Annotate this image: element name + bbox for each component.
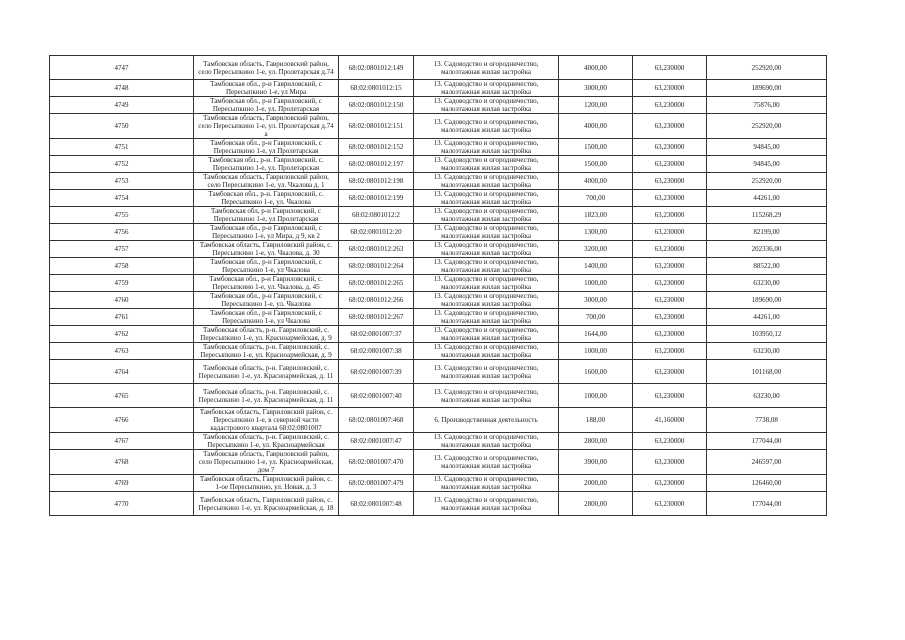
area-cell: 700,00 bbox=[559, 190, 633, 207]
cadastral-number-cell: 68:02:0801012:197 bbox=[339, 156, 414, 173]
rate-cell: 63,230000 bbox=[633, 384, 707, 408]
cadastral-value-cell: 63230,00 bbox=[707, 275, 827, 292]
table-row bbox=[50, 292, 827, 309]
row-number: 4768 bbox=[50, 450, 194, 475]
area-cell: 2800,00 bbox=[559, 433, 633, 450]
land-use-cell: 13. Садоводство и огородничество, малоэтажная жилая застройка bbox=[414, 97, 559, 114]
area-cell: 1500,00 bbox=[559, 156, 633, 173]
land-use-cell: 13. Садоводство и огородничество, малоэтажная жилая застройка bbox=[414, 492, 559, 516]
area-cell: 1000,00 bbox=[559, 343, 633, 360]
address-cell: Тамбовская обл, р-н Гавриловский, с Пересыпкино 1-е, ул Пролетарская bbox=[194, 207, 339, 224]
address-cell: Тамбовская обл., р-н Гавриловский, с Пересыпкино 1-е, ул. Пролетарская bbox=[194, 97, 339, 114]
table-row bbox=[50, 139, 827, 156]
row-number: 4763 bbox=[50, 343, 194, 360]
address-cell: Тамбовская обл., р-н Гавриловский, с Пересыпкино 1-е, ул Мира bbox=[194, 80, 339, 97]
address-cell: Тамбовская обл., р-н Гавриловский, с Пересыпкино 1-е, ул Пролетарская bbox=[194, 139, 339, 156]
table-row bbox=[50, 97, 827, 114]
area-cell: 3200,00 bbox=[559, 241, 633, 258]
cadastral-value-cell: 115268,29 bbox=[707, 207, 827, 224]
table-row bbox=[50, 241, 827, 258]
cadastral-value-cell: 94845,00 bbox=[707, 139, 827, 156]
cadastral-value-cell: 177044,00 bbox=[707, 433, 827, 450]
row-number: 4758 bbox=[50, 258, 194, 275]
address-cell: Тамбовская область, р-н. Гавриловский, с. Пересыпкино 1-е, ул. Красноармейская, д. 11 bbox=[194, 384, 339, 408]
area-cell: 188,00 bbox=[559, 408, 633, 433]
row-number: 4765 bbox=[50, 384, 194, 408]
table-row bbox=[50, 433, 827, 450]
land-use-cell: 13. Садоводство и огородничество, малоэтажная жилая застройка bbox=[414, 258, 559, 275]
area-cell: 1823,00 bbox=[559, 207, 633, 224]
area-cell: 3000,00 bbox=[559, 80, 633, 97]
cadastral-number-cell: 68:02:0801012:265 bbox=[339, 275, 414, 292]
row-number: 4747 bbox=[50, 56, 194, 80]
cadastral-value-cell: 252920,00 bbox=[707, 56, 827, 80]
land-use-cell: 13. Садоводство и огородничество, малоэтажная жилая застройка bbox=[414, 343, 559, 360]
cadastral-value-cell: 94845,00 bbox=[707, 156, 827, 173]
rate-cell: 63,230000 bbox=[633, 224, 707, 241]
land-use-cell: 13. Садоводство и огородничество, малоэтажная жилая застройка bbox=[414, 384, 559, 408]
cadastral-number-cell: 68:02:0801012:267 bbox=[339, 309, 414, 326]
address-cell: Тамбовская обл., р-н. Гавриловский, с. Пересыпкино 1-е, ул. Пролетарская bbox=[194, 156, 339, 173]
address-cell: Тамбовская область, Гавриловский район, село Пересыпкино 1-е, ул. Пролетарская д.74 bbox=[194, 56, 339, 80]
land-use-cell: 13. Садоводство и огородничество, малоэтажная жилая застройка bbox=[414, 139, 559, 156]
area-cell: 1000,00 bbox=[559, 275, 633, 292]
table-row bbox=[50, 190, 827, 207]
cadastral-number-cell: 68:02:0801007:40 bbox=[339, 384, 414, 408]
cadastral-value-cell: 63230,00 bbox=[707, 384, 827, 408]
address-cell: Тамбовская область, Гавриловский район, село Пересыпкино 1-е, ул. Пролетарская д.74 а bbox=[194, 114, 339, 139]
address-cell: Тамбовская область, р-н. Гавриловский, с. Пересыпкино 1-е, ул. Красноармейская, д. 9 bbox=[194, 343, 339, 360]
table-row bbox=[50, 384, 827, 408]
cadastral-number-cell: 68:02:0801012:264 bbox=[339, 258, 414, 275]
area-cell: 3000,00 bbox=[559, 292, 633, 309]
land-use-cell: 13. Садоводство и огородничество, малоэтажная жилая застройка bbox=[414, 309, 559, 326]
cadastral-value-cell: 44261,00 bbox=[707, 190, 827, 207]
row-number: 4752 bbox=[50, 156, 194, 173]
cadastral-number-cell: 68:02:0801007:39 bbox=[339, 360, 414, 384]
table-row bbox=[50, 475, 827, 492]
cadastral-number-cell: 68:02:0801012:20 bbox=[339, 224, 414, 241]
rate-cell: 63,230000 bbox=[633, 241, 707, 258]
cadastral-value-cell: 88522,00 bbox=[707, 258, 827, 275]
land-use-cell: 13. Садоводство и огородничество, малоэтажная жилая застройка bbox=[414, 224, 559, 241]
land-use-cell: 13. Садоводство и огородничество, малоэтажная жилая застройка bbox=[414, 241, 559, 258]
cadastral-number-cell: 68:02:0801012:152 bbox=[339, 139, 414, 156]
rate-cell: 63,230000 bbox=[633, 433, 707, 450]
row-number: 4751 bbox=[50, 139, 194, 156]
cadastral-number-cell: 68:02:0801012:2 bbox=[339, 207, 414, 224]
cadastral-value-cell: 202336,00 bbox=[707, 241, 827, 258]
land-use-cell: 13. Садоводство и огородничество, малоэтажная жилая застройка bbox=[414, 275, 559, 292]
row-number: 4770 bbox=[50, 492, 194, 516]
row-number: 4760 bbox=[50, 292, 194, 309]
rate-cell: 41,160000 bbox=[633, 408, 707, 433]
cadastral-value-cell: 101168,00 bbox=[707, 360, 827, 384]
table-row bbox=[50, 114, 827, 139]
table-row bbox=[50, 408, 827, 433]
row-number: 4756 bbox=[50, 224, 194, 241]
land-use-cell: 13. Садоводство и огородничество, малоэтажная жилая застройка bbox=[414, 114, 559, 139]
address-cell: Тамбовская обл., р-н Гавриловский, с Пересыпкино 1-е, ул Мира, д 9, кв 2 bbox=[194, 224, 339, 241]
table-row bbox=[50, 224, 827, 241]
rate-cell: 63,230000 bbox=[633, 258, 707, 275]
row-number: 4757 bbox=[50, 241, 194, 258]
cadastral-number-cell: 68:02:0801012:266 bbox=[339, 292, 414, 309]
area-cell: 4000,00 bbox=[559, 114, 633, 139]
area-cell: 3900,00 bbox=[559, 450, 633, 475]
rate-cell: 63,230000 bbox=[633, 56, 707, 80]
table-row bbox=[50, 343, 827, 360]
address-cell: Тамбовская обл., р-н. Гавриловский, с. Пересыпкино 1-е, ул. Чкалова bbox=[194, 190, 339, 207]
table-row bbox=[50, 173, 827, 190]
address-cell: Тамбовская область, Гавриловский район, с. Пересыпкино 1-е, в северной части кадастрового квартала 68:02:0801007 bbox=[194, 408, 339, 433]
rate-cell: 63,230000 bbox=[633, 173, 707, 190]
cadastral-value-cell: 252920,00 bbox=[707, 114, 827, 139]
cadastral-number-cell: 68:02:0801012:198 bbox=[339, 173, 414, 190]
row-number: 4761 bbox=[50, 309, 194, 326]
area-cell: 1200,00 bbox=[559, 97, 633, 114]
cadastral-value-cell: 7738,08 bbox=[707, 408, 827, 433]
cadastral-number-cell: 68:02:0801012:263 bbox=[339, 241, 414, 258]
address-cell: Тамбовская обл., р-н Гавриловский, с Пересыпкино 1-е, ул. Чкалова bbox=[194, 292, 339, 309]
land-use-cell: 13. Садоводство и огородничество, малоэтажная жилая застройка bbox=[414, 173, 559, 190]
cadastral-value-cell: 189690,00 bbox=[707, 292, 827, 309]
cadastral-number-cell: 68:02:0801007:468 bbox=[339, 408, 414, 433]
rate-cell: 63,230000 bbox=[633, 139, 707, 156]
address-cell: Тамбовская обл., р-н Гавриловский, с Пересыпкино 1-е, ул Чкалова bbox=[194, 258, 339, 275]
cadastral-number-cell: 68:02:0801007:37 bbox=[339, 326, 414, 343]
row-number: 4749 bbox=[50, 97, 194, 114]
rate-cell: 63,230000 bbox=[633, 190, 707, 207]
row-number: 4748 bbox=[50, 80, 194, 97]
area-cell: 1600,00 bbox=[559, 360, 633, 384]
cadastral-value-cell: 44261,00 bbox=[707, 309, 827, 326]
area-cell: 1500,00 bbox=[559, 139, 633, 156]
land-use-cell: 6. Производственная деятельность bbox=[414, 408, 559, 433]
table-row bbox=[50, 360, 827, 384]
rate-cell: 63,230000 bbox=[633, 207, 707, 224]
table-row bbox=[50, 450, 827, 475]
area-cell: 700,00 bbox=[559, 309, 633, 326]
row-number: 4754 bbox=[50, 190, 194, 207]
cadastral-number-cell: 68:02:0801007:470 bbox=[339, 450, 414, 475]
table-row bbox=[50, 207, 827, 224]
rate-cell: 63,230000 bbox=[633, 97, 707, 114]
area-cell: 2800,00 bbox=[559, 492, 633, 516]
cadastral-number-cell: 68:02:0801012:15 bbox=[339, 80, 414, 97]
cadastral-value-cell: 252920,00 bbox=[707, 173, 827, 190]
table-row bbox=[50, 492, 827, 516]
row-number: 4753 bbox=[50, 173, 194, 190]
rate-cell: 63,230000 bbox=[633, 326, 707, 343]
rate-cell: 63,230000 bbox=[633, 309, 707, 326]
rate-cell: 63,230000 bbox=[633, 343, 707, 360]
land-use-cell: 13. Садоводство и огородничество, малоэтажная жилая застройка bbox=[414, 156, 559, 173]
table-row bbox=[50, 275, 827, 292]
cadastral-number-cell: 68:02:0801007:479 bbox=[339, 475, 414, 492]
cadastral-number-cell: 68:02:0801012:149 bbox=[339, 56, 414, 80]
cadastral-value-cell: 63230,00 bbox=[707, 343, 827, 360]
address-cell: Тамбовская область, р-н. Гавриловский, с. Пересыпкино 1-е, ул. Красноармейская, д. 11 bbox=[194, 360, 339, 384]
address-cell: Тамбовская область, р-н. Гавриловский, с. Пересыпкино 1-е, ул. Красноармейская bbox=[194, 433, 339, 450]
cadastral-value-cell: 82199,00 bbox=[707, 224, 827, 241]
cadastral-value-cell: 103950,12 bbox=[707, 326, 827, 343]
rate-cell: 63,230000 bbox=[633, 292, 707, 309]
address-cell: Тамбовская область, Гавриловский район, село Пересыпкино 1-е, ул. Чкалова д. 1 bbox=[194, 173, 339, 190]
cadastral-number-cell: 68:02:0801007:47 bbox=[339, 433, 414, 450]
cadastral-table bbox=[49, 55, 827, 516]
land-use-cell: 13. Садоводство и огородничество, малоэтажная жилая застройка bbox=[414, 207, 559, 224]
table-row bbox=[50, 56, 827, 80]
area-cell: 4000,00 bbox=[559, 56, 633, 80]
area-cell: 1000,00 bbox=[559, 384, 633, 408]
rate-cell: 63,230000 bbox=[633, 275, 707, 292]
cadastral-number-cell: 68:02:0801007:38 bbox=[339, 343, 414, 360]
area-cell: 4000,00 bbox=[559, 173, 633, 190]
cadastral-value-cell: 126460,00 bbox=[707, 475, 827, 492]
land-use-cell: 13. Садоводство и огородничество, малоэтажная жилая застройка bbox=[414, 475, 559, 492]
row-number: 4769 bbox=[50, 475, 194, 492]
land-use-cell: 13. Садоводство и огородничество, малоэтажная жилая застройка bbox=[414, 80, 559, 97]
address-cell: Тамбовская область, Гавриловский район, с. 1-ое Пересыпкино, ул. Новая, д. 3 bbox=[194, 475, 339, 492]
address-cell: Тамбовская обл., р-н Гавриловский, с Пересыпкино 1-е, ул Чкалова bbox=[194, 309, 339, 326]
cadastral-value-cell: 246597,00 bbox=[707, 450, 827, 475]
land-use-cell: 13. Садоводство и огородничество, малоэтажная жилая застройка bbox=[414, 326, 559, 343]
rate-cell: 63,230000 bbox=[633, 80, 707, 97]
address-cell: Тамбовская область, Гавриловский район, село Пересыпкино 1-е, ул. Красноармейская, дом 7 bbox=[194, 450, 339, 475]
address-cell: Тамбовская обл., р-н Гавриловский, с. Пересыпкино 1-е, ул. Чкалова, д. 45 bbox=[194, 275, 339, 292]
cadastral-number-cell: 68:02:0801012:150 bbox=[339, 97, 414, 114]
table-row bbox=[50, 80, 827, 97]
land-use-cell: 13. Садоводство и огородничество, малоэтажная жилая застройка bbox=[414, 190, 559, 207]
rate-cell: 63,230000 bbox=[633, 475, 707, 492]
area-cell: 1400,00 bbox=[559, 258, 633, 275]
rate-cell: 63,230000 bbox=[633, 156, 707, 173]
row-number: 4766 bbox=[50, 408, 194, 433]
row-number: 4755 bbox=[50, 207, 194, 224]
cadastral-value-cell: 75876,00 bbox=[707, 97, 827, 114]
address-cell: Тамбовская область, р-н. Гавриловский, с. Пересыпкино 1-е, ул. Красноармейская, д. 9 bbox=[194, 326, 339, 343]
rate-cell: 63,230000 bbox=[633, 450, 707, 475]
land-use-cell: 13. Садоводство и огородничество, малоэтажная жилая застройка bbox=[414, 360, 559, 384]
row-number: 4767 bbox=[50, 433, 194, 450]
cadastral-number-cell: 68:02:0801012:199 bbox=[339, 190, 414, 207]
address-cell: Тамбовская область, Гавриловский район, с. Пересыпкино 1-е, ул. Чкалова, д. 30 bbox=[194, 241, 339, 258]
land-use-cell: 13. Садоводство и огородничество, малоэтажная жилая застройка bbox=[414, 433, 559, 450]
row-number: 4764 bbox=[50, 360, 194, 384]
table-row bbox=[50, 156, 827, 173]
table-row bbox=[50, 258, 827, 275]
table-row bbox=[50, 309, 827, 326]
row-number: 4759 bbox=[50, 275, 194, 292]
land-use-cell: 13. Садоводство и огородничество, малоэтажная жилая застройка bbox=[414, 56, 559, 80]
rate-cell: 63,230000 bbox=[633, 360, 707, 384]
table-body bbox=[50, 56, 827, 516]
cadastral-number-cell: 68:02:0801012:151 bbox=[339, 114, 414, 139]
cadastral-value-cell: 189690,00 bbox=[707, 80, 827, 97]
rate-cell: 63,230000 bbox=[633, 492, 707, 516]
table-row bbox=[50, 326, 827, 343]
rate-cell: 63,230000 bbox=[633, 114, 707, 139]
land-use-cell: 13. Садоводство и огородничество, малоэтажная жилая застройка bbox=[414, 450, 559, 475]
address-cell: Тамбовская область, Гавриловский район, с. Пересыпкино 1-е, ул. Красноармейская, д. 18 bbox=[194, 492, 339, 516]
cadastral-value-cell: 177044,00 bbox=[707, 492, 827, 516]
area-cell: 1300,00 bbox=[559, 224, 633, 241]
row-number: 4750 bbox=[50, 114, 194, 139]
cadastral-number-cell: 68:02:0801007:48 bbox=[339, 492, 414, 516]
row-number: 4762 bbox=[50, 326, 194, 343]
area-cell: 1644,00 bbox=[559, 326, 633, 343]
area-cell: 2000,00 bbox=[559, 475, 633, 492]
land-use-cell: 13. Садоводство и огородничество, малоэтажная жилая застройка bbox=[414, 292, 559, 309]
